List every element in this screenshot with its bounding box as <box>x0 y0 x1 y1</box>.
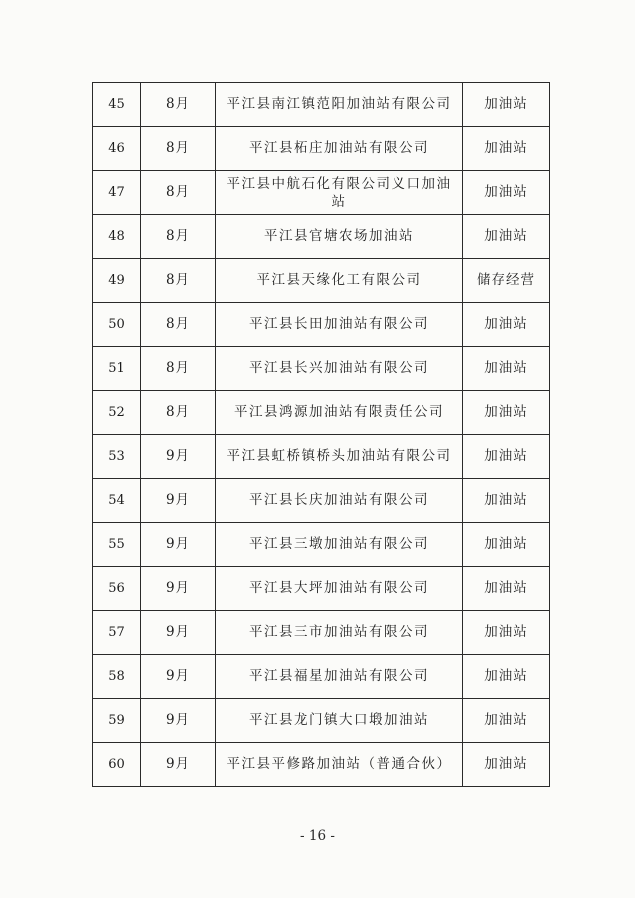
row-month: 9月 <box>141 435 216 479</box>
row-type: 储存经营 <box>463 259 550 303</box>
row-type: 加油站 <box>463 347 550 391</box>
row-company: 平江县福星加油站有限公司 <box>216 655 463 699</box>
row-month: 9月 <box>141 743 216 787</box>
table-row <box>93 567 550 611</box>
row-type: 加油站 <box>463 611 550 655</box>
row-type: 加油站 <box>463 303 550 347</box>
row-number: 60 <box>93 743 141 787</box>
table-row <box>93 215 550 259</box>
table-row <box>93 655 550 699</box>
table-row <box>93 259 550 303</box>
row-company: 平江县三市加油站有限公司 <box>216 611 463 655</box>
row-company: 平江县长兴加油站有限公司 <box>216 347 463 391</box>
row-number: 53 <box>93 435 141 479</box>
table-row <box>93 391 550 435</box>
row-month: 8月 <box>141 215 216 259</box>
table-row <box>93 523 550 567</box>
row-month: 8月 <box>141 83 216 127</box>
row-number: 52 <box>93 391 141 435</box>
row-number: 47 <box>93 171 141 215</box>
row-type: 加油站 <box>463 83 550 127</box>
row-month: 8月 <box>141 391 216 435</box>
table-row <box>93 699 550 743</box>
table-row <box>93 83 550 127</box>
row-type: 加油站 <box>463 127 550 171</box>
row-company: 平江县长庆加油站有限公司 <box>216 479 463 523</box>
row-company: 平江县虹桥镇桥头加油站有限公司 <box>216 435 463 479</box>
row-number: 45 <box>93 83 141 127</box>
row-number: 48 <box>93 215 141 259</box>
row-company: 平江县大坪加油站有限公司 <box>216 567 463 611</box>
row-month: 8月 <box>141 171 216 215</box>
row-number: 56 <box>93 567 141 611</box>
row-number: 51 <box>93 347 141 391</box>
row-type: 加油站 <box>463 743 550 787</box>
row-month: 9月 <box>141 699 216 743</box>
row-number: 57 <box>93 611 141 655</box>
table-row <box>93 171 550 215</box>
row-type: 加油站 <box>463 479 550 523</box>
row-month: 9月 <box>141 611 216 655</box>
row-company: 平江县天缘化工有限公司 <box>216 259 463 303</box>
row-company: 平江县鸿源加油站有限责任公司 <box>216 391 463 435</box>
row-company: 平江县南江镇范阳加油站有限公司 <box>216 83 463 127</box>
row-month: 9月 <box>141 523 216 567</box>
row-type: 加油站 <box>463 655 550 699</box>
table-row <box>93 611 550 655</box>
table-row <box>93 743 550 787</box>
table-row <box>93 479 550 523</box>
page-number: - 16 - <box>300 828 335 844</box>
row-number: 49 <box>93 259 141 303</box>
row-type: 加油站 <box>463 699 550 743</box>
inspection-table <box>92 82 550 787</box>
row-number: 54 <box>93 479 141 523</box>
row-company: 平江县中航石化有限公司义口加油站 <box>216 171 463 215</box>
row-number: 46 <box>93 127 141 171</box>
row-type: 加油站 <box>463 523 550 567</box>
table-row <box>93 303 550 347</box>
row-month: 8月 <box>141 127 216 171</box>
row-type: 加油站 <box>463 391 550 435</box>
row-company: 平江县柘庄加油站有限公司 <box>216 127 463 171</box>
row-type: 加油站 <box>463 215 550 259</box>
row-company: 平江县长田加油站有限公司 <box>216 303 463 347</box>
row-company: 平江县官塘农场加油站 <box>216 215 463 259</box>
table-row <box>93 435 550 479</box>
row-company: 平江县龙门镇大口塅加油站 <box>216 699 463 743</box>
table-row <box>93 347 550 391</box>
row-month: 8月 <box>141 303 216 347</box>
row-type: 加油站 <box>463 171 550 215</box>
row-number: 58 <box>93 655 141 699</box>
row-month: 9月 <box>141 567 216 611</box>
row-month: 9月 <box>141 655 216 699</box>
row-month: 8月 <box>141 259 216 303</box>
row-month: 8月 <box>141 347 216 391</box>
row-month: 9月 <box>141 479 216 523</box>
row-company: 平江县平修路加油站（普通合伙） <box>216 743 463 787</box>
table-row <box>93 127 550 171</box>
row-number: 59 <box>93 699 141 743</box>
row-type: 加油站 <box>463 567 550 611</box>
row-type: 加油站 <box>463 435 550 479</box>
row-number: 55 <box>93 523 141 567</box>
row-number: 50 <box>93 303 141 347</box>
row-company: 平江县三墩加油站有限公司 <box>216 523 463 567</box>
